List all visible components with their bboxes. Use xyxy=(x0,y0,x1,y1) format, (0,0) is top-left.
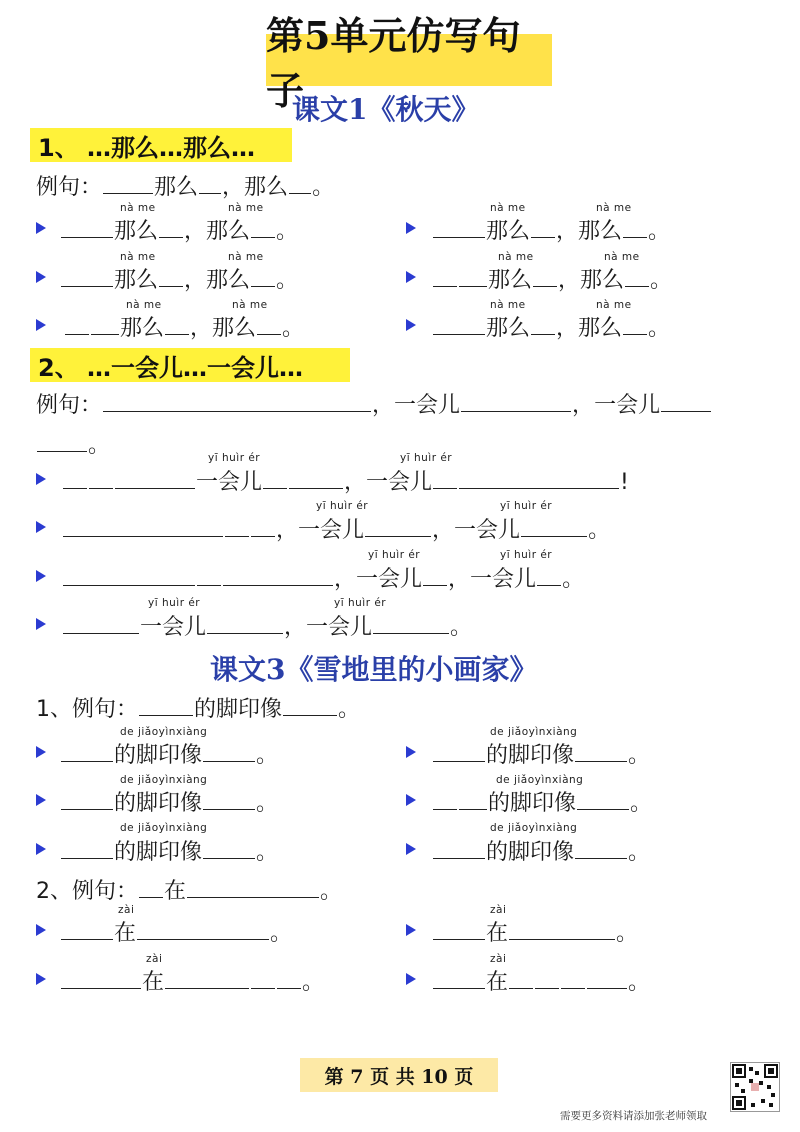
exercise-line: 在 。 xyxy=(432,916,638,947)
qr-code-icon xyxy=(730,1062,780,1112)
pinyin-dejiaoyinxiang: de jiǎoyìnxiàng xyxy=(496,774,584,786)
pinyin-yihuir: yī huìr ér xyxy=(368,549,421,561)
bullet-icon xyxy=(36,924,46,936)
bullet-icon xyxy=(406,843,416,855)
exercise-line: 在 。 xyxy=(432,965,650,996)
exercise-line: 的脚印像 。 xyxy=(60,835,278,866)
bullet-icon xyxy=(406,271,416,283)
exercise-line: 那么 ，那么 。 xyxy=(60,263,298,294)
pinyin-nahme: nà me xyxy=(596,202,632,214)
section1-example: 例句： 那么 ，那么 。 xyxy=(36,175,335,200)
pinyin-nahme: nà me xyxy=(498,251,534,263)
section2-example: 例句： ，一会儿 ，一会儿 xyxy=(36,388,712,419)
bullet-icon xyxy=(406,746,416,758)
exercise-line: 那么 ，那么 。 xyxy=(64,311,304,342)
bullet-icon xyxy=(36,843,46,855)
pinyin-dejiaoyinxiang: de jiǎoyìnxiàng xyxy=(490,726,578,738)
page-number: 第 7 页 共 10 页 xyxy=(300,1058,498,1092)
pinyin-yihuir: yī huìr ér xyxy=(400,452,453,464)
pinyin-dejiaoyinxiang: de jiǎoyìnxiàng xyxy=(120,822,208,834)
pinyin-zai: zài xyxy=(146,953,163,965)
section2-header: 2、 …一会儿…一会儿… xyxy=(30,348,350,382)
pinyin-nahme: nà me xyxy=(120,202,156,214)
page-title: 第5单元仿写句子 xyxy=(266,34,552,86)
bullet-icon xyxy=(406,222,416,234)
pinyin-yihuir: yī huìr ér xyxy=(316,500,369,512)
bullet-icon xyxy=(406,924,416,936)
exercise-line: 在 。 xyxy=(60,916,292,947)
pinyin-zai: zài xyxy=(490,904,507,916)
exercise-line: 一会儿 ，一会儿 。 xyxy=(62,610,472,641)
bullet-icon xyxy=(36,271,46,283)
bullet-icon xyxy=(406,794,416,806)
pinyin-dejiaoyinxiang: de jiǎoyìnxiàng xyxy=(120,774,208,786)
pinyin-yihuir: yī huìr ér xyxy=(500,500,553,512)
pinyin-nahme: nà me xyxy=(228,202,264,214)
footer-note: 需要更多资料请添加张老师领取 xyxy=(560,1110,707,1122)
exercise-line: ，一会儿 ，一会儿 。 xyxy=(62,562,584,593)
bullet-icon xyxy=(36,618,46,630)
pinyin-nahme: nà me xyxy=(228,251,264,263)
bullet-icon xyxy=(36,794,46,806)
bullet-icon xyxy=(406,973,416,985)
pinyin-yihuir: yī huìr ér xyxy=(500,549,553,561)
lesson3-heading: 课文3《雪地里的小画家》 xyxy=(210,653,538,686)
bullet-icon xyxy=(36,746,46,758)
exercise-line: 在 。 xyxy=(60,965,324,996)
exercise-line: 的脚印像 。 xyxy=(432,738,650,769)
bullet-icon xyxy=(36,319,46,331)
pinyin-yihuir: yī huìr ér xyxy=(148,597,201,609)
exercise-line: 的脚印像 。 xyxy=(432,835,650,866)
exercise-line: 的脚印像 。 xyxy=(60,786,278,817)
exercise-line: ，一会儿 ，一会儿 。 xyxy=(62,513,610,544)
bullet-icon xyxy=(36,473,46,485)
bullet-icon xyxy=(36,973,46,985)
l3-section1-example: 1、例句： 的脚印像 。 xyxy=(36,697,361,722)
pinyin-yihuir: yī huìr ér xyxy=(208,452,261,464)
pinyin-zai: zài xyxy=(490,953,507,965)
exercise-line: 那么 ，那么 。 xyxy=(432,311,670,342)
pinyin-nahme: nà me xyxy=(232,299,268,311)
l3-section2-example: 2、例句： 在 。 xyxy=(36,879,343,904)
bullet-icon xyxy=(36,222,46,234)
pinyin-dejiaoyinxiang: de jiǎoyìnxiàng xyxy=(490,822,578,834)
pinyin-nahme: nà me xyxy=(126,299,162,311)
pinyin-nahme: nà me xyxy=(490,202,526,214)
exercise-line: 那么 ，那么 。 xyxy=(432,214,670,245)
bullet-icon xyxy=(406,319,416,331)
bullet-icon xyxy=(36,521,46,533)
exercise-line: 那么 ，那么 。 xyxy=(60,214,298,245)
exercise-line: 的脚印像 。 xyxy=(432,786,652,817)
pinyin-zai: zài xyxy=(118,904,135,916)
exercise-line: 那么 ，那么 。 xyxy=(432,263,672,294)
pinyin-dejiaoyinxiang: de jiǎoyìnxiàng xyxy=(120,726,208,738)
pinyin-nahme: nà me xyxy=(604,251,640,263)
pinyin-nahme: nà me xyxy=(490,299,526,311)
bullet-icon xyxy=(36,570,46,582)
pinyin-nahme: nà me xyxy=(596,299,632,311)
exercise-line: 一会儿 ，一会儿 ! xyxy=(62,465,629,496)
pinyin-yihuir: yī huìr ér xyxy=(334,597,387,609)
section2-example-cont: 。 xyxy=(36,428,110,459)
exercise-line: 的脚印像 。 xyxy=(60,738,278,769)
section1-header: 1、 …那么…那么… xyxy=(30,128,292,162)
pinyin-nahme: nà me xyxy=(120,251,156,263)
lesson1-heading: 课文1《秋天》 xyxy=(292,93,480,126)
